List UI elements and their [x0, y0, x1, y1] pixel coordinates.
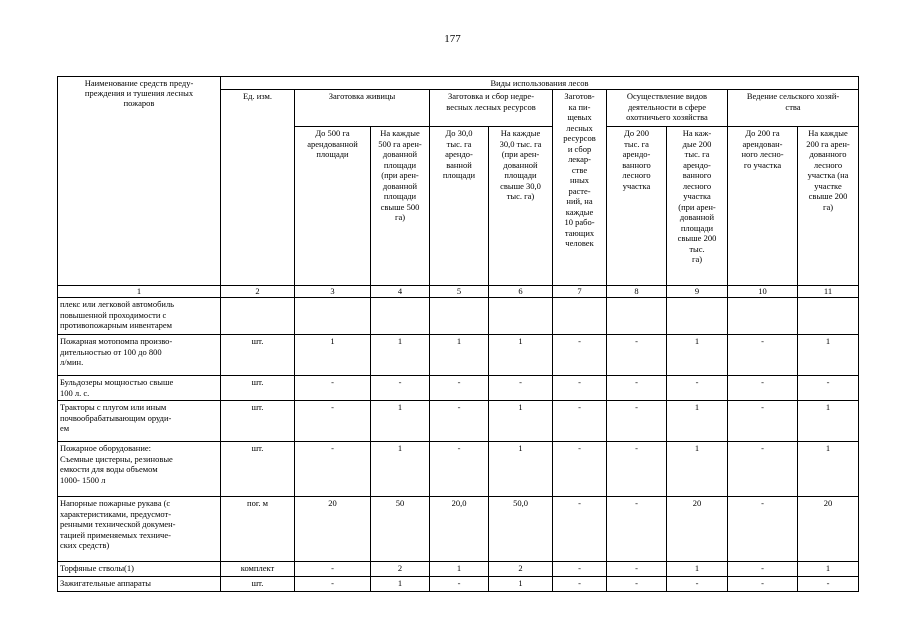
item-value: 1 — [798, 335, 859, 376]
item-value: - — [607, 376, 667, 401]
item-value — [553, 298, 607, 335]
header-uses-cell: Виды использования лесов — [221, 77, 859, 90]
item-value: - — [553, 376, 607, 401]
item-value: 1 — [667, 335, 728, 376]
item-value: 1 — [371, 442, 430, 497]
header-resin-cell: Заготовка живицы — [295, 90, 430, 127]
item-value: 1 — [430, 335, 489, 376]
item-value: - — [667, 376, 728, 401]
item-value: 1 — [295, 335, 371, 376]
item-value: 1 — [667, 562, 728, 577]
item-value: - — [728, 401, 798, 442]
item-unit: шт. — [221, 376, 295, 401]
table-row — [58, 497, 859, 562]
column-number: 7 — [553, 286, 607, 298]
item-value: 1 — [371, 401, 430, 442]
item-value — [430, 298, 489, 335]
item-value: - — [728, 442, 798, 497]
header-unit-cell: Ед. изм. — [221, 90, 295, 286]
item-value: - — [607, 442, 667, 497]
item-value: 1 — [489, 335, 553, 376]
header-nonwood-cell: Заготовка и сбор недре- весных лесных ресурсов — [430, 90, 553, 127]
header-sub-cell: До 200 га арендован- ного лесно- го участка — [728, 127, 798, 286]
column-number-row — [58, 286, 859, 298]
item-value: - — [728, 562, 798, 577]
item-value: - — [607, 335, 667, 376]
item-value: 1 — [489, 442, 553, 497]
item-name: Зажигательные аппараты — [58, 577, 221, 592]
column-number: 1 — [58, 286, 221, 298]
item-unit: шт. — [221, 442, 295, 497]
table-row — [58, 298, 859, 335]
header-row-1 — [58, 77, 859, 90]
item-name: Напорные пожарные рукава (с характеристиками, предусмот- ренными технической докумен- тацией применяемых техниче- ских средств) — [58, 497, 221, 562]
item-value: 50 — [371, 497, 430, 562]
item-value: - — [728, 497, 798, 562]
column-number: 4 — [371, 286, 430, 298]
item-value: - — [430, 376, 489, 401]
item-value: 20 — [667, 497, 728, 562]
item-value: - — [728, 376, 798, 401]
header-sub-cell: До 30,0 тыс. га арендо- ванной площади — [430, 127, 489, 286]
item-value: 1 — [667, 442, 728, 497]
item-value — [728, 298, 798, 335]
item-value: 1 — [489, 577, 553, 592]
item-value: - — [430, 577, 489, 592]
item-value: - — [295, 577, 371, 592]
item-value: 2 — [371, 562, 430, 577]
item-value: - — [798, 376, 859, 401]
item-value: 50,0 — [489, 497, 553, 562]
column-number: 5 — [430, 286, 489, 298]
item-unit: шт. — [221, 335, 295, 376]
table-row — [58, 401, 859, 442]
column-number: 2 — [221, 286, 295, 298]
column-number: 10 — [728, 286, 798, 298]
item-value: 1 — [798, 562, 859, 577]
header-sub-cell: До 500 га арендованной площади — [295, 127, 371, 286]
item-value: - — [553, 577, 607, 592]
header-sub-cell: До 200 тыс. га арендо- ванного лесного участка — [607, 127, 667, 286]
item-value: - — [489, 376, 553, 401]
item-unit: пог. м — [221, 497, 295, 562]
table-row — [58, 442, 859, 497]
header-sub-cell: На каждые 200 га арен- дованного лесного участка (на участке свыше 200 га) — [798, 127, 859, 286]
table-body — [58, 298, 859, 592]
item-unit — [221, 298, 295, 335]
item-value — [371, 298, 430, 335]
item-value: - — [667, 577, 728, 592]
item-value — [667, 298, 728, 335]
item-unit: шт. — [221, 577, 295, 592]
item-value: - — [607, 401, 667, 442]
item-value: - — [295, 401, 371, 442]
header-hunting-cell: Осуществление видов деятельности в сфере охотничьего хозяйства — [607, 90, 728, 127]
item-name: Торфяные стволы(1) — [58, 562, 221, 577]
column-number: 11 — [798, 286, 859, 298]
item-name: Пожарное оборудование: Съемные цистерны, резиновые емкости для воды объемом 1000- 1500 л — [58, 442, 221, 497]
item-value — [798, 298, 859, 335]
table-row — [58, 376, 859, 401]
item-name: Пожарная мотопомпа произво- дительностью от 100 до 800 л/мин. — [58, 335, 221, 376]
item-value: 20 — [798, 497, 859, 562]
header-sub-cell: На каждые 500 га арен- дованной площади (при арен- дованной площади свыше 500 га) — [371, 127, 430, 286]
item-unit: комплект — [221, 562, 295, 577]
item-value: - — [607, 577, 667, 592]
item-value: - — [295, 562, 371, 577]
item-value: 20,0 — [430, 497, 489, 562]
item-unit: шт. — [221, 401, 295, 442]
item-value: - — [553, 562, 607, 577]
item-name: плекс или легковой автомобиль повышенной проходимости с противопожарным инвентарем — [58, 298, 221, 335]
item-value: 1 — [371, 335, 430, 376]
item-value: - — [728, 577, 798, 592]
item-value: 20 — [295, 497, 371, 562]
header-name-cell: Наименование средств преду- преждения и тушения лесных пожаров — [58, 77, 221, 286]
item-value: - — [728, 335, 798, 376]
header-food-cell: Заготов- ка пи- щевых лесных ресурсов и сбор лекар- стве нных расте- ний, на каждые 10 рабо- тающих человек — [553, 90, 607, 286]
item-value: - — [607, 562, 667, 577]
item-value: 1 — [798, 401, 859, 442]
item-value: 1 — [489, 401, 553, 442]
item-value: 1 — [798, 442, 859, 497]
forest-fire-equipment-table — [57, 76, 859, 592]
table-row — [58, 335, 859, 376]
header-agri-cell: Ведение сельского хозяй- ства — [728, 90, 859, 127]
column-number: 6 — [489, 286, 553, 298]
item-value: - — [553, 442, 607, 497]
header-sub-cell: На каж- дые 200 тыс. га арендо- ванного лесного участка (при арен- дованной площади свыше 200 тыс. га) — [667, 127, 728, 286]
item-value: - — [295, 442, 371, 497]
item-value: 1 — [371, 577, 430, 592]
item-value: 1 — [430, 562, 489, 577]
item-value: - — [553, 401, 607, 442]
item-value: - — [553, 497, 607, 562]
item-value: - — [295, 376, 371, 401]
header-sub-cell: На каждые 30,0 тыс. га (при арен- дованной площади свыше 30,0 тыс. га) — [489, 127, 553, 286]
item-value — [489, 298, 553, 335]
item-value: 1 — [667, 401, 728, 442]
table-row — [58, 562, 859, 577]
item-name: Бульдозеры мощностью свыше 100 л. с. — [58, 376, 221, 401]
column-number: 8 — [607, 286, 667, 298]
item-value: - — [798, 577, 859, 592]
item-value: - — [553, 335, 607, 376]
item-name: Тракторы с плугом или иным почвообрабатывающим оруди- ем — [58, 401, 221, 442]
column-number: 9 — [667, 286, 728, 298]
table-row — [58, 577, 859, 592]
page-number: 177 — [444, 33, 461, 45]
item-value: - — [430, 442, 489, 497]
item-value — [295, 298, 371, 335]
item-value: - — [607, 497, 667, 562]
item-value: - — [371, 376, 430, 401]
item-value: - — [430, 401, 489, 442]
item-value: 2 — [489, 562, 553, 577]
column-number: 3 — [295, 286, 371, 298]
item-value — [607, 298, 667, 335]
